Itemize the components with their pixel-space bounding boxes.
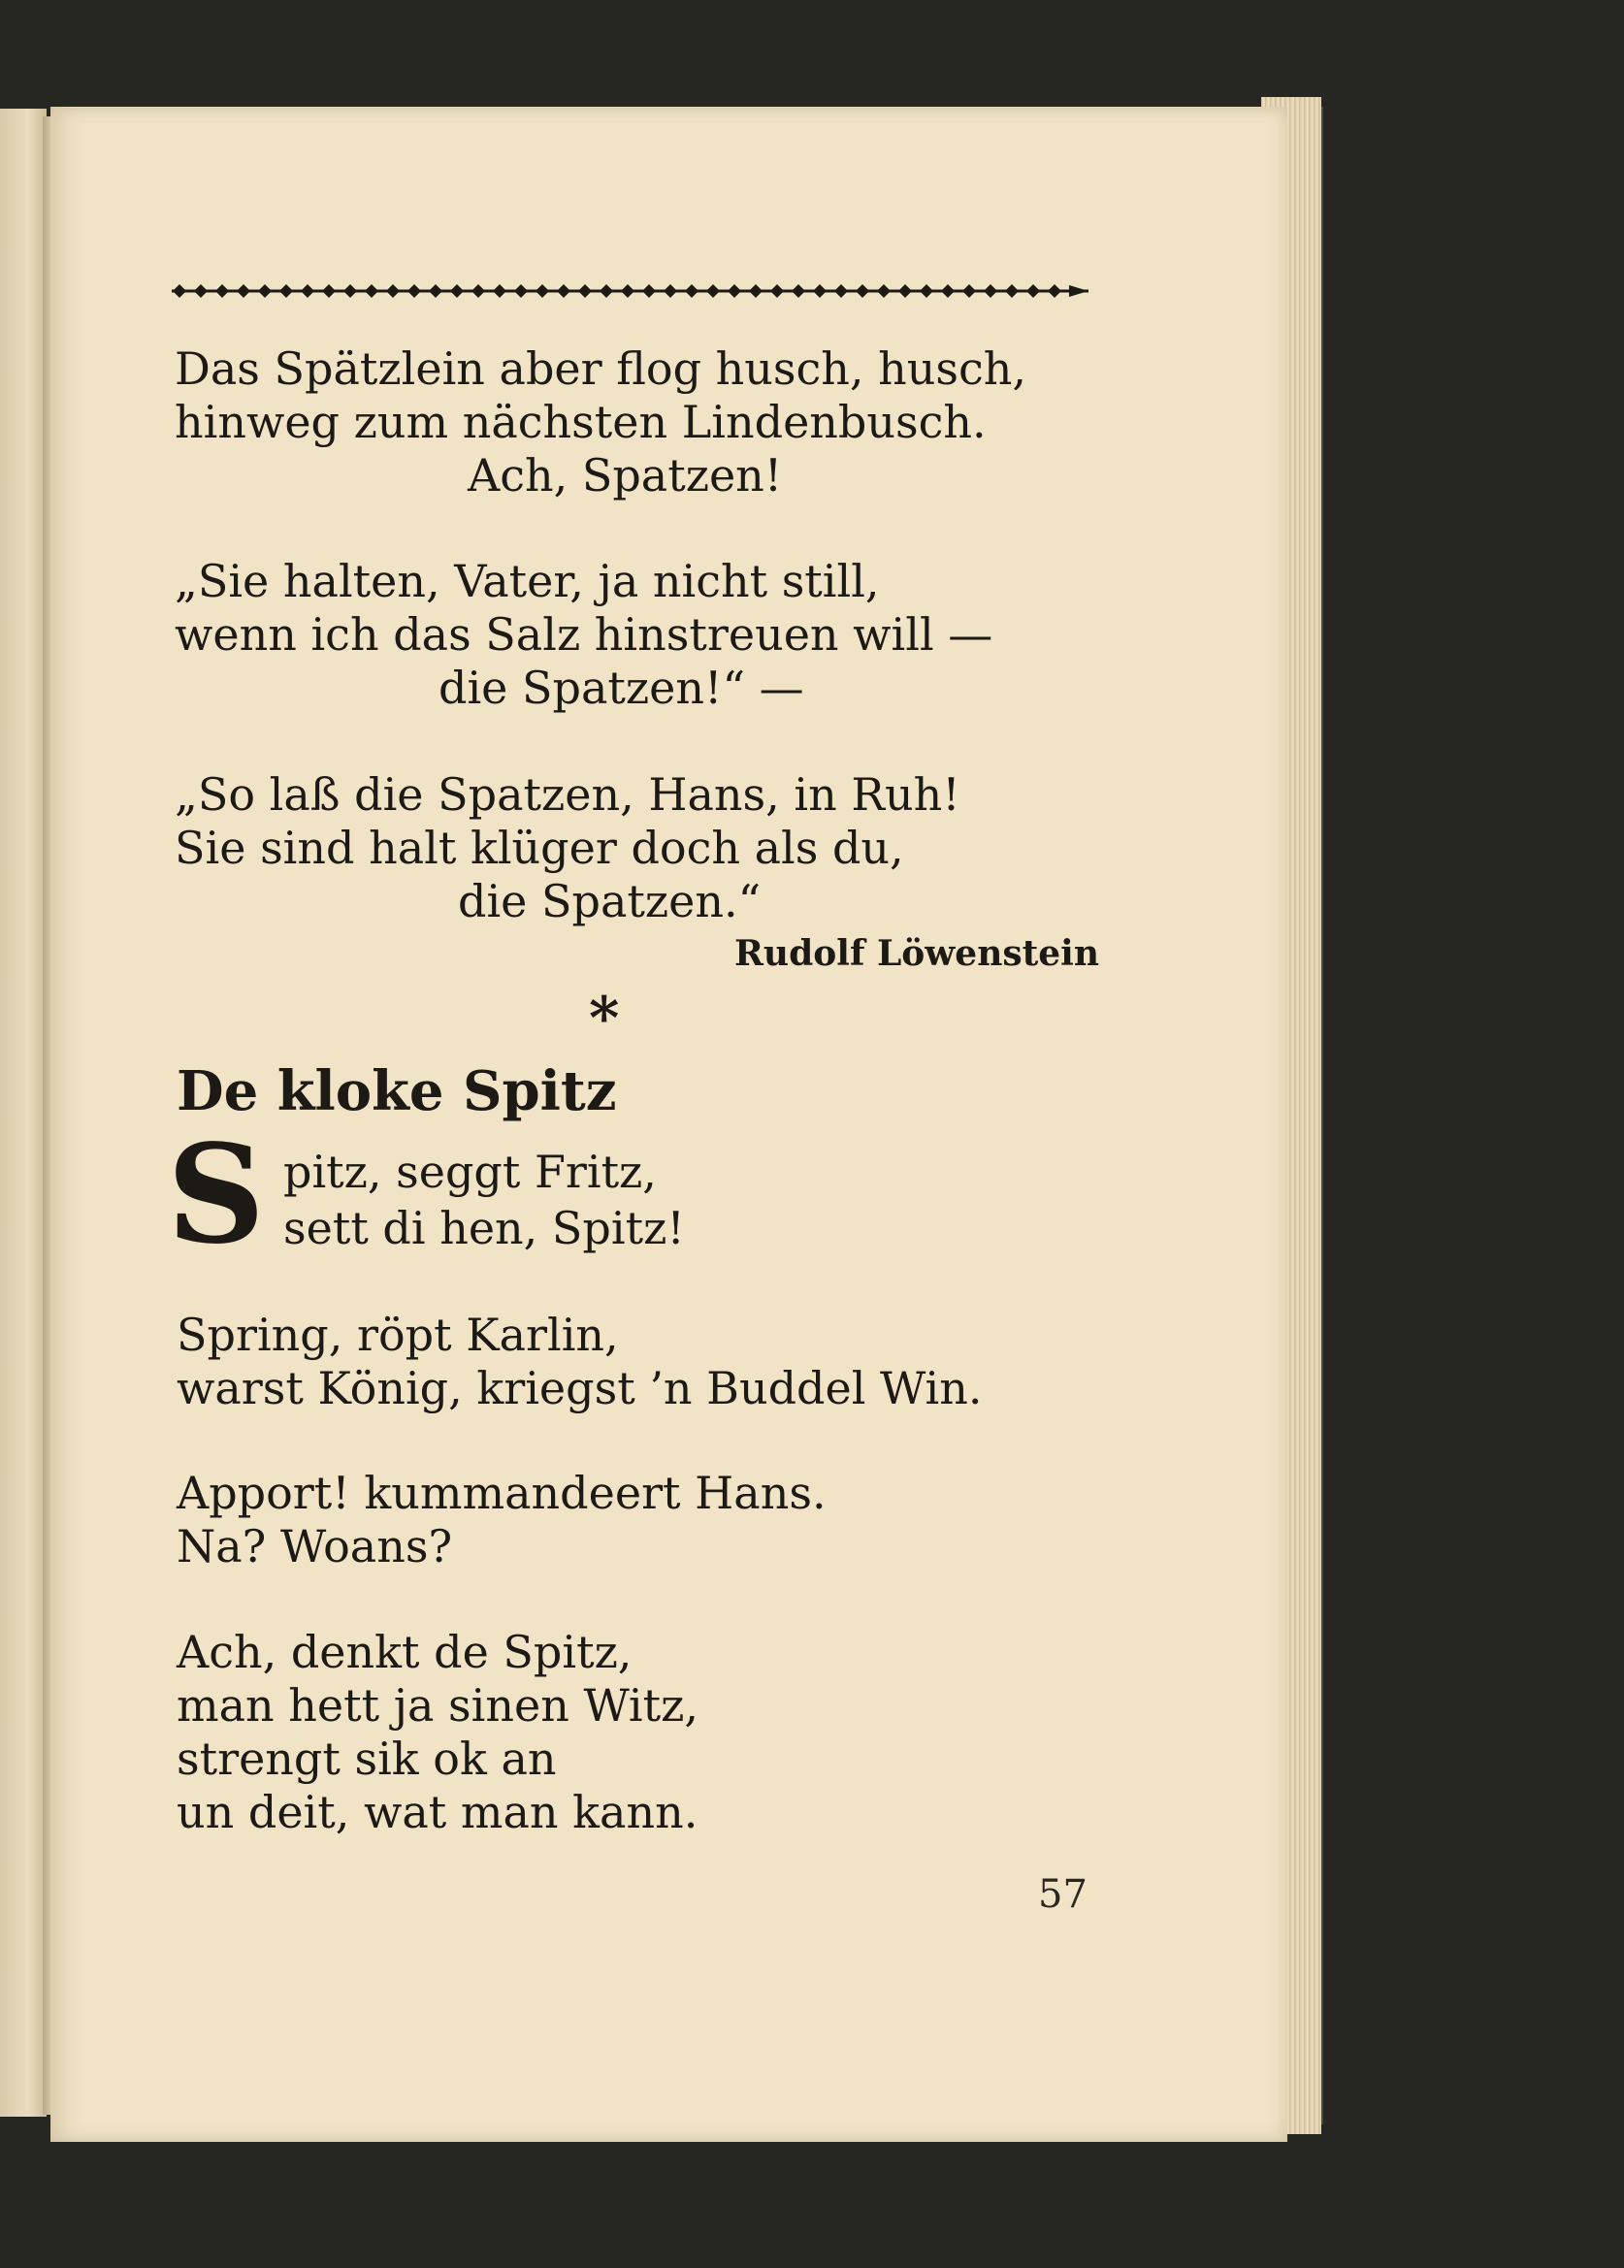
ornament-diamond: [471, 284, 485, 298]
ornament-diamond: [706, 284, 720, 298]
poem-line: hinweg zum nächsten Lindenbusch.: [175, 396, 987, 448]
poem-line: wenn ich das Salz hinstreuen will —: [175, 608, 993, 661]
poem-refrain: Ach, Spatzen!: [468, 449, 783, 502]
poem-line: strengt sik ok an: [177, 1733, 557, 1785]
ornament-diamond: [407, 284, 421, 298]
poem-line: Das Spätzlein aber flog husch, husch,: [175, 342, 1027, 395]
ornament-diamond: [450, 284, 464, 298]
ornament-diamond: [728, 284, 741, 298]
page-number: 57: [1038, 1872, 1088, 1917]
ornament-diamond: [834, 284, 848, 298]
ornament-diamond: [429, 284, 442, 298]
poem-refrain: die Spatzen.“: [458, 875, 762, 927]
poem-line: „So laß die Spatzen, Hans, in Ruh!: [175, 768, 960, 821]
poem-line: Na? Woans?: [177, 1520, 453, 1572]
ornament-diamond: [322, 284, 336, 298]
ornament-diamond: [877, 284, 891, 298]
ornament-diamond: [1048, 284, 1061, 298]
poem-line: Spring, röpt Karlin,: [177, 1309, 619, 1361]
ornament-diamond: [173, 284, 186, 298]
ornament-diamond: [514, 284, 528, 298]
ornament-diamond: [493, 284, 506, 298]
ornament-diamond: [984, 284, 997, 298]
ornamental-rule: [172, 281, 1088, 301]
ornament-diamond: [642, 284, 656, 298]
book-page: [50, 107, 1287, 2142]
poem-line: Apport! kummandeert Hans.: [177, 1467, 827, 1519]
ornament-diamond: [386, 284, 400, 298]
ornament-diamond: [621, 284, 634, 298]
poem-title: De kloke Spitz: [177, 1059, 617, 1123]
drop-cap: S: [167, 1116, 266, 1275]
poem-refrain: die Spatzen!“ —: [438, 662, 804, 714]
ornament-diamond: [685, 284, 698, 298]
ornament-diamond: [343, 284, 357, 298]
ornament-diamond: [920, 284, 933, 298]
ornament-diamond: [749, 284, 763, 298]
ornament-diamond: [365, 284, 378, 298]
poem-line: warst König, kriegst ’n Buddel Win.: [177, 1362, 983, 1414]
ornament-diamond: [1005, 284, 1019, 298]
ornament-diamond: [258, 284, 272, 298]
poem-line: pitz, seggt Fritz,: [283, 1146, 657, 1198]
author-signature: Rudolf Löwenstein: [734, 933, 1100, 974]
section-separator: *: [589, 985, 620, 1053]
poem-line: „Sie halten, Vater, ja nicht still,: [175, 555, 880, 607]
poem-line: Ach, denkt de Spitz,: [177, 1626, 633, 1678]
ornament-diamond: [792, 284, 805, 298]
ornament-diamond: [813, 284, 827, 298]
ornament-diamond: [1026, 284, 1040, 298]
ornament-diamond: [856, 284, 869, 298]
ornament-diamond: [962, 284, 976, 298]
ornament-diamond: [557, 284, 570, 298]
poem-line: un deit, wat man kann.: [177, 1786, 698, 1838]
poem-line: Sie sind halt klüger doch als du,: [175, 822, 904, 874]
ornament-diamond: [664, 284, 677, 298]
ornament-diamond: [536, 284, 549, 298]
ornament-diamond: [237, 284, 250, 298]
ornament-diamond: [301, 284, 314, 298]
ornament-diamond: [898, 284, 912, 298]
ornament-diamond: [600, 284, 613, 298]
ornament-diamond: [578, 284, 592, 298]
poem-line: sett di hen, Spitz!: [283, 1202, 685, 1254]
ornament-diamond: [215, 284, 229, 298]
poem-line: man hett ja sinen Witz,: [177, 1679, 698, 1732]
ornament-diamond: [770, 284, 784, 298]
ornament-diamond: [941, 284, 955, 298]
facing-page-edge: [0, 109, 47, 2117]
ornament-diamond: [194, 284, 208, 298]
ornament-diamond: [279, 284, 293, 298]
